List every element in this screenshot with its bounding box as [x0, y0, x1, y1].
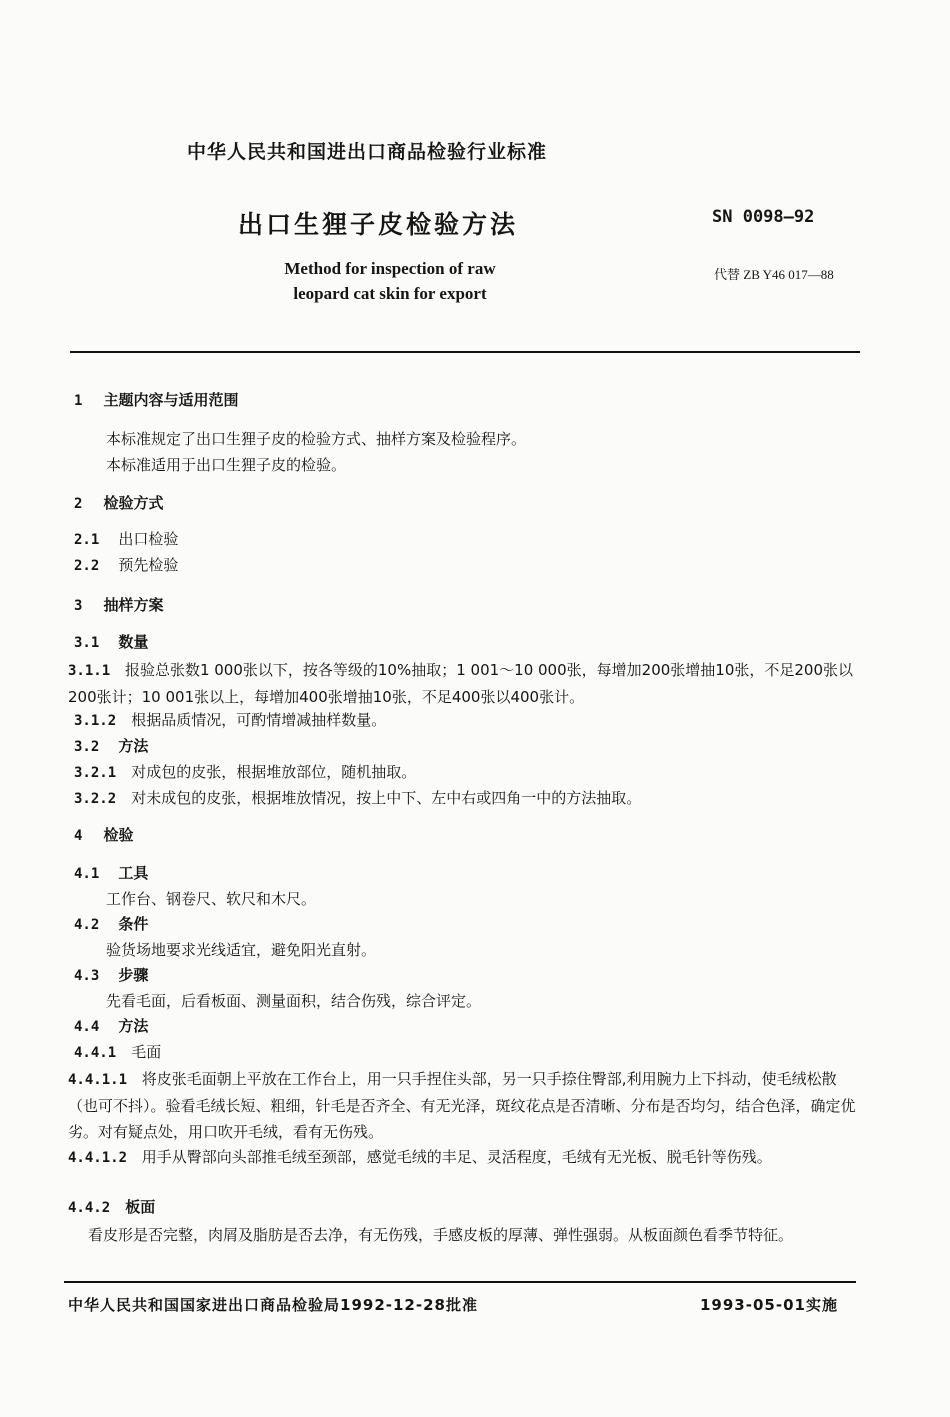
paragraph: 本标准适用于出口生狸子皮的检验。 [106, 456, 347, 474]
section-4-heading [74, 824, 134, 845]
clause-number: 4.1 [74, 866, 100, 882]
clause-3-2-1 [74, 761, 416, 782]
clause-4-4-2 [68, 1196, 155, 1217]
section-2-heading [74, 492, 164, 513]
clause-4-4-1-2 [68, 1144, 858, 1171]
english-title-line-1: Method for inspection of raw [284, 259, 496, 278]
clause-4-4 [74, 1015, 148, 1036]
clause-3-2 [74, 735, 148, 756]
english-title [240, 256, 540, 306]
clause-number: 3.1.2 [74, 713, 117, 729]
clause-text: 工作台、钢卷尺、软尺和木尺。 [106, 890, 317, 908]
clause-number: 4.2 [74, 917, 100, 933]
section-number: 2 [74, 496, 83, 512]
clause-number: 3.1 [74, 635, 100, 651]
clause-title: 条件 [118, 915, 149, 933]
issuing-authority: 中华人民共和国进出口商品检验行业标准 [187, 141, 548, 163]
clause-4-2 [74, 913, 148, 934]
clause-number: 3.2 [74, 739, 100, 755]
clause-text: 用手从臀部向头部推毛绒至颈部，感觉毛绒的丰足、灵活程度，毛绒有无光板、脱毛针等伤残。 [141, 1148, 772, 1166]
section-number: 4 [74, 828, 83, 844]
english-title-line-2: leopard cat skin for export [293, 284, 487, 303]
clause-number: 4.4.1.1 [68, 1072, 128, 1088]
section-title: 检验 [103, 826, 134, 844]
clause-number: 3.2.1 [74, 765, 117, 781]
section-number: 1 [74, 393, 83, 409]
clause-number: 4.4.1 [74, 1045, 117, 1061]
clause-3-1-2 [74, 709, 386, 730]
clause-4-4-2-text: 看皮形是否完整，肉屑及脂肪是否去净，有无伤残，手感皮板的厚薄、弹性强弱。从板面颜色看季节特征。 [88, 1226, 794, 1244]
standard-title: 出口生狸子皮检验方法 [238, 210, 519, 239]
clause-4-3 [74, 964, 148, 985]
clause-number: 3.1.1 [68, 663, 111, 679]
clause-4-4-1-1 [68, 1066, 858, 1145]
clause-text: 对成包的皮张，根据堆放部位，随机抽取。 [131, 763, 417, 781]
clause-number: 2.2 [74, 558, 100, 574]
section-title: 检验方式 [103, 494, 164, 512]
clause-3-2-2 [74, 787, 641, 808]
clause-text: 先看毛面，后看板面、测量面积，结合伤残，综合评定。 [106, 992, 482, 1010]
section-number: 3 [74, 598, 83, 614]
clause-text: 验货场地要求光线适宜，避免阳光直射。 [106, 941, 377, 959]
clause-number: 4.4.2 [68, 1200, 111, 1216]
approval-line: 中华人民共和国国家进出口商品检验局1992-12-28批准 [68, 1296, 478, 1314]
clause-title: 步骤 [118, 966, 149, 984]
clause-title: 板面 [125, 1198, 156, 1216]
clause-2-2 [74, 554, 178, 575]
clause-title: 方法 [118, 737, 149, 755]
clause-2-1 [74, 528, 178, 549]
clause-4-1 [74, 862, 148, 883]
replaces-note: 代替 ZB Y46 017—88 [714, 267, 834, 282]
clause-number: 3.2.2 [74, 791, 117, 807]
clause-number: 4.4.1.2 [68, 1150, 128, 1166]
clause-number: 4.3 [74, 968, 100, 984]
clause-number: 2.1 [74, 532, 100, 548]
clause-3-1 [74, 631, 148, 652]
section-3-heading [74, 594, 164, 615]
clause-title: 出口检验 [118, 530, 179, 548]
clause-4-4-1 [74, 1041, 161, 1062]
clause-number: 4.4 [74, 1019, 100, 1035]
clause-title: 预先检验 [118, 556, 179, 574]
clause-text: 将皮张毛面朝上平放在工作台上，用一只手捏住头部，另一只手捺住臀部,利用腕力上下抖动，使毛绒松散（也可不抖）。验看毛绒长短、粗细，针毛是否齐全、有无光泽，斑纹花点是否清晰、分布是否均匀，结合色泽，确定优劣。对有疑点处，用口吹开毛绒，看有无伤残。 [68, 1070, 856, 1141]
standard-code: SN 0098—92 [712, 207, 815, 227]
section-title: 主题内容与适用范围 [103, 391, 239, 409]
clause-text: 根据品质情况，可酌情增减抽样数量。 [131, 711, 387, 729]
clause-text: 对未成包的皮张，根据堆放情况，按上中下、左中右或四角一中的方法抽取。 [131, 789, 642, 807]
clause-text: 报验总张数1 000张以下，按各等级的10%抽取；1 001～10 000张，每增加200张增抽10张，不足200张以200张计；10 001张以上，每增加400张增抽10张，不足400张以400张计。 [68, 661, 853, 706]
effective-date: 1993-05-01实施 [700, 1296, 838, 1314]
footer-divider [64, 1281, 856, 1283]
header-divider [70, 351, 860, 353]
clause-title: 工具 [118, 864, 149, 882]
clause-title: 毛面 [131, 1043, 162, 1061]
clause-3-1-1 [68, 657, 858, 710]
section-1-heading [74, 389, 239, 410]
section-title: 抽样方案 [103, 596, 164, 614]
clause-title: 方法 [118, 1017, 149, 1035]
clause-title: 数量 [118, 633, 149, 651]
paragraph: 本标准规定了出口生狸子皮的检验方式、抽样方案及检验程序。 [106, 430, 527, 448]
